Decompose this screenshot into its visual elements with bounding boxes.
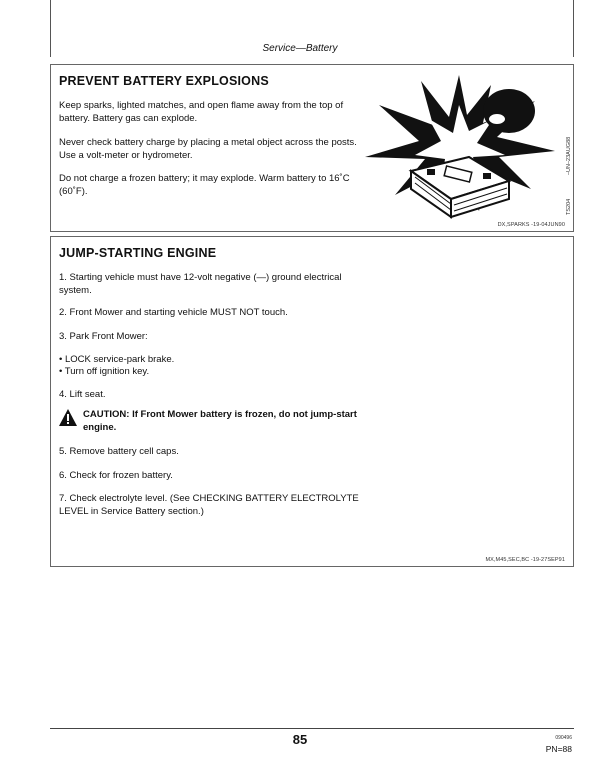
paragraph: Do not charge a frozen battery; it may explode. Warm battery to 16˚C (60˚F). [59,173,350,197]
section-footer-code: MX,M45,SEC,BC -19-27SEP91 [485,557,565,563]
step-6: 6. Check for frozen battery. [59,470,173,481]
step-3: 3. Park Front Mower: [59,331,148,342]
footer-rule [50,728,574,729]
bullet-item: • LOCK service-park brake. [59,354,175,365]
jump-starting-section [50,236,574,567]
battery-explosion-section [50,64,574,232]
paragraph: Never check battery charge by placing a metal object across the posts. Use a volt-meter or hydrometer. [59,137,357,161]
battery-explosion-illustration [359,71,559,219]
footer-small-code: 090496 [555,735,572,741]
step-7: 7. Check electrolyte level. (See CHECKING BATTERY ELECTROLYTE LEVEL in Service Battery section.) [59,493,359,517]
running-header: Service—Battery [262,43,338,54]
step-5: 5. Remove battery cell caps. [59,446,179,457]
figure-side-code: –UN–23AUG88 [566,136,572,175]
section-heading: PREVENT BATTERY EXPLOSIONS [59,74,269,88]
step-4: 4. Lift seat. [59,389,106,400]
caution-text: CAUTION: If Front Mower battery is frozen, do not jump-start engine. [83,409,357,433]
figure-code: TS204 [566,198,572,215]
section-heading: JUMP-STARTING ENGINE [59,246,217,260]
warning-icon [59,409,77,426]
section-footer-code: DX,SPARKS -19-04JUN90 [497,222,565,228]
goggles [488,113,506,125]
paragraph: Keep sparks, lighted matches, and open flame away from the top of battery. Battery gas can explode. [59,100,344,124]
step-1: 1. Starting vehicle must have 12-volt negative (—) ground electrical system. [59,272,342,296]
bullet-item: • Turn off ignition key. [59,366,150,377]
step-2: 2. Front Mower and starting vehicle MUST NOT touch. [59,307,288,318]
person-head [483,89,535,133]
page-number: 85 [292,732,308,747]
footer-pn: PN=88 [545,744,572,754]
